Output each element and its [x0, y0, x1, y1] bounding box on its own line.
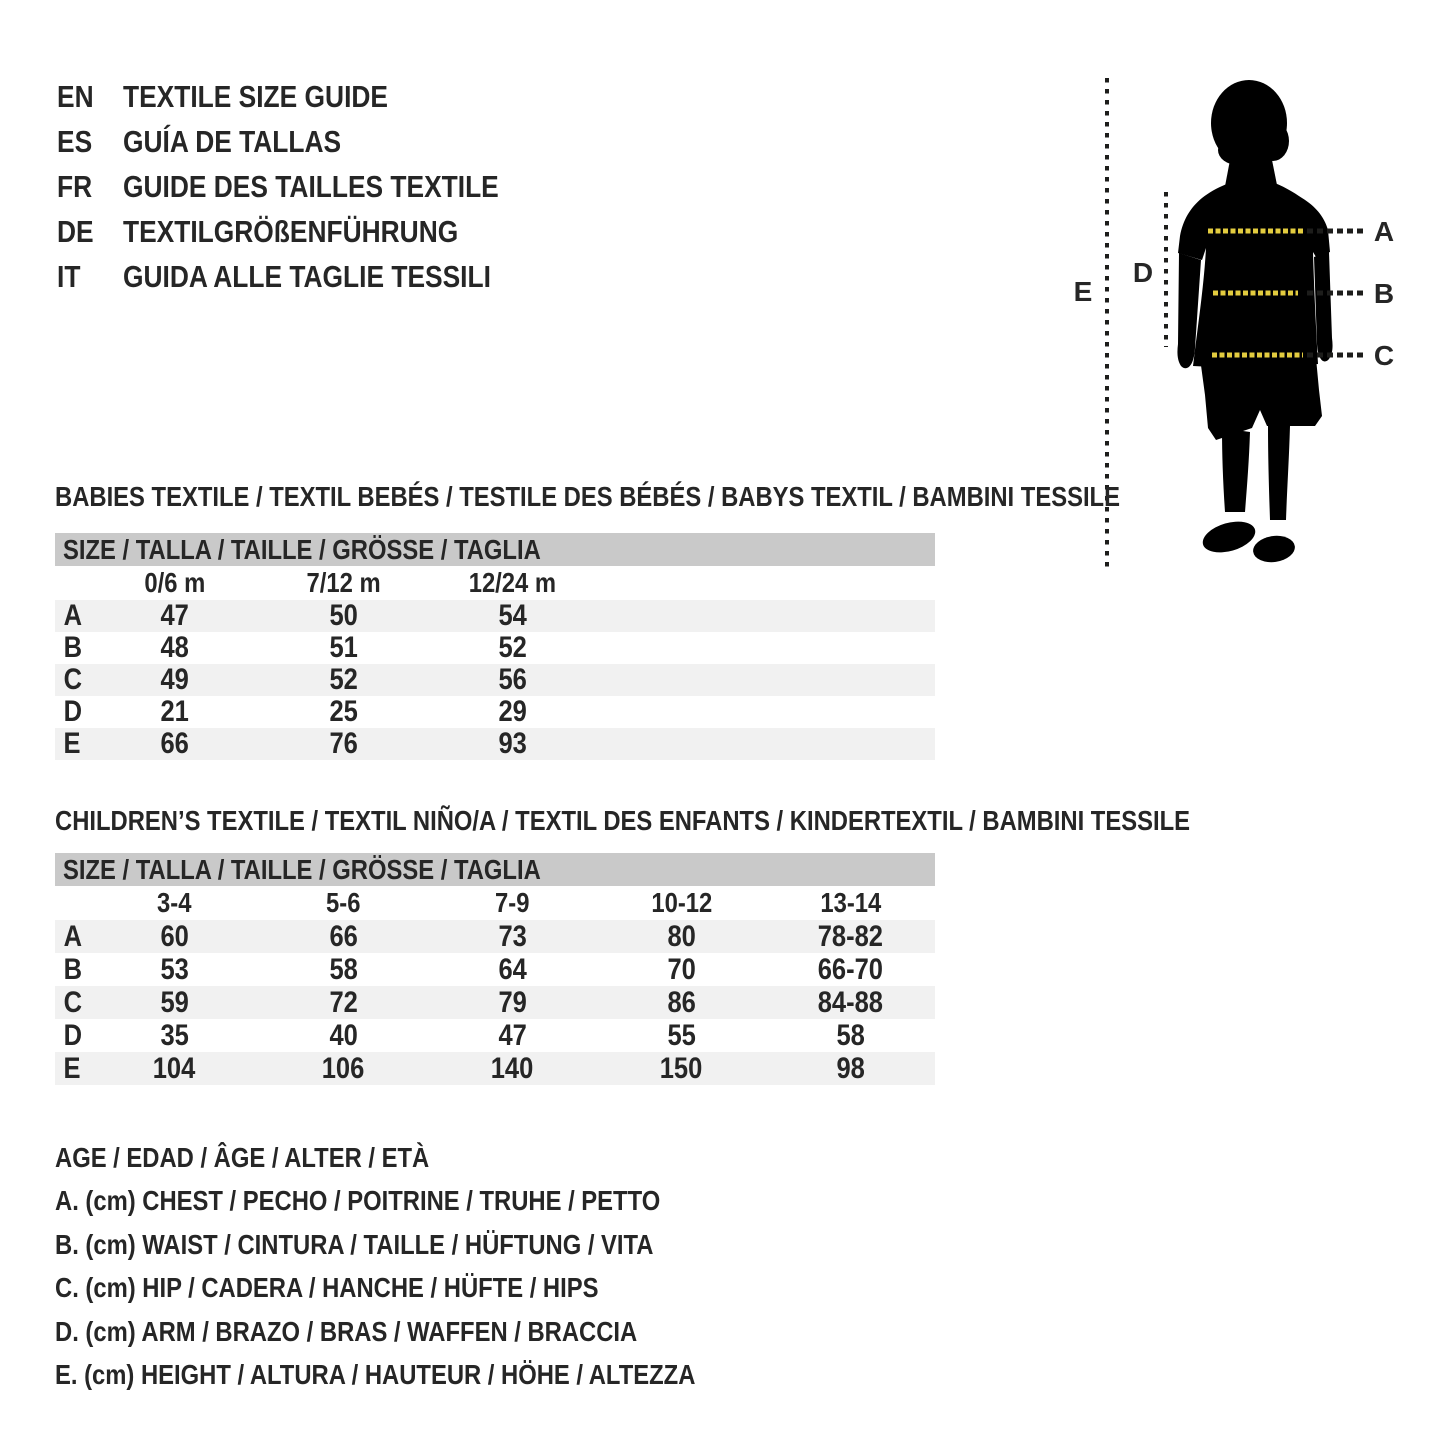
children-section-heading: CHILDREN’S TEXTILE / TEXTIL NIÑO/A / TEXTIL DES ENFANTS / KINDERTEXTIL / BAMBINI TESSILE [55, 805, 1191, 836]
figure-label-e: E [1073, 276, 1093, 307]
lang-code-de: DE [57, 214, 94, 249]
title-row-de [57, 209, 565, 254]
title-row-it [57, 254, 565, 299]
children-column-header-row [55, 886, 935, 920]
figure-label-c: C [1373, 340, 1395, 371]
babies-section-heading: BABIES TEXTILE / TEXTIL BEBÉS / TESTILE DES BÉBÉS / BABYS TEXTIL / BAMBINI TESSILE [55, 481, 1120, 512]
table-row: B 53 58 64 70 66-70 [63, 953, 884, 986]
table-row: A 60 66 73 80 78-82 [55, 920, 935, 953]
legend-arm: D. (cm) ARM / BRAZO / BRAS / WAFFEN / BRACCIA [55, 1315, 638, 1347]
legend-age: AGE / EDAD / ÂGE / ALTER / ETÀ [55, 1142, 430, 1173]
lang-code-en: EN [57, 79, 94, 114]
lang-code-it: IT [57, 259, 81, 294]
babies-col-1: 7/12 m [306, 567, 381, 598]
babies-column-header-row [55, 566, 935, 600]
table-row: E 66 76 93 [55, 728, 935, 760]
table-row: C 49 52 56 [55, 664, 935, 696]
measurement-figure [1040, 55, 1440, 600]
legend-chest: A. (cm) CHEST / PECHO / POITRINE / TRUHE / PETTO [55, 1185, 661, 1217]
measurement-legend [55, 1136, 808, 1396]
title-row-fr [57, 164, 565, 209]
title-row-en [57, 74, 565, 119]
table-row: D 35 40 47 55 58 [63, 1019, 865, 1052]
lang-code-es: ES [57, 124, 93, 159]
table-row: B 48 51 52 [63, 631, 527, 664]
table-row: C 59 72 79 86 84-88 [55, 986, 935, 1019]
children-col-3: 10-12 [651, 887, 712, 918]
title-de: TEXTILGRÖßENFÜHRUNG [123, 214, 459, 249]
lang-code-fr: FR [57, 169, 93, 204]
title-es: GUÍA DE TALLAS [123, 124, 342, 159]
children-col-2: 7-9 [495, 887, 530, 918]
figure-label-a: A [1373, 216, 1395, 247]
figure-label-b: B [1373, 278, 1395, 309]
table-row: D 21 25 29 [63, 695, 527, 728]
title-row-es [57, 119, 565, 164]
children-col-4: 13-14 [820, 887, 881, 918]
children-col-1: 5-6 [326, 887, 361, 918]
table-row: A 47 50 54 [55, 600, 935, 632]
figure-label-d: D [1132, 257, 1154, 288]
legend-height: E. (cm) HEIGHT / ALTURA / HAUTEUR / HÖHE / ALTEZZA [55, 1358, 696, 1390]
title-fr: GUIDE DES TAILLES TEXTILE [123, 169, 499, 204]
title-block [57, 74, 565, 299]
legend-hip: C. (cm) HIP / CADERA / HANCHE / HÜFTE / HIPS [55, 1272, 599, 1304]
children-size-header-bar: SIZE / TALLA / TAILLE / GRÖSSE / TAGLIA [55, 853, 935, 886]
title-it: GUIDA ALLE TAGLIE TESSILI [123, 259, 491, 294]
babies-size-table [55, 533, 935, 760]
babies-col-2: 12/24 m [468, 567, 557, 598]
children-size-table [55, 853, 935, 1085]
babies-size-header-bar: SIZE / TALLA / TAILLE / GRÖSSE / TAGLIA [55, 533, 935, 566]
table-row: E 104 106 140 150 98 [55, 1052, 935, 1085]
title-en: TEXTILE SIZE GUIDE [123, 79, 389, 114]
babies-col-0: 0/6 m [144, 567, 205, 598]
children-col-0: 3-4 [157, 887, 192, 918]
legend-waist: B. (cm) WAIST / CINTURA / TAILLE / HÜFTUNG / VITA [55, 1228, 654, 1260]
